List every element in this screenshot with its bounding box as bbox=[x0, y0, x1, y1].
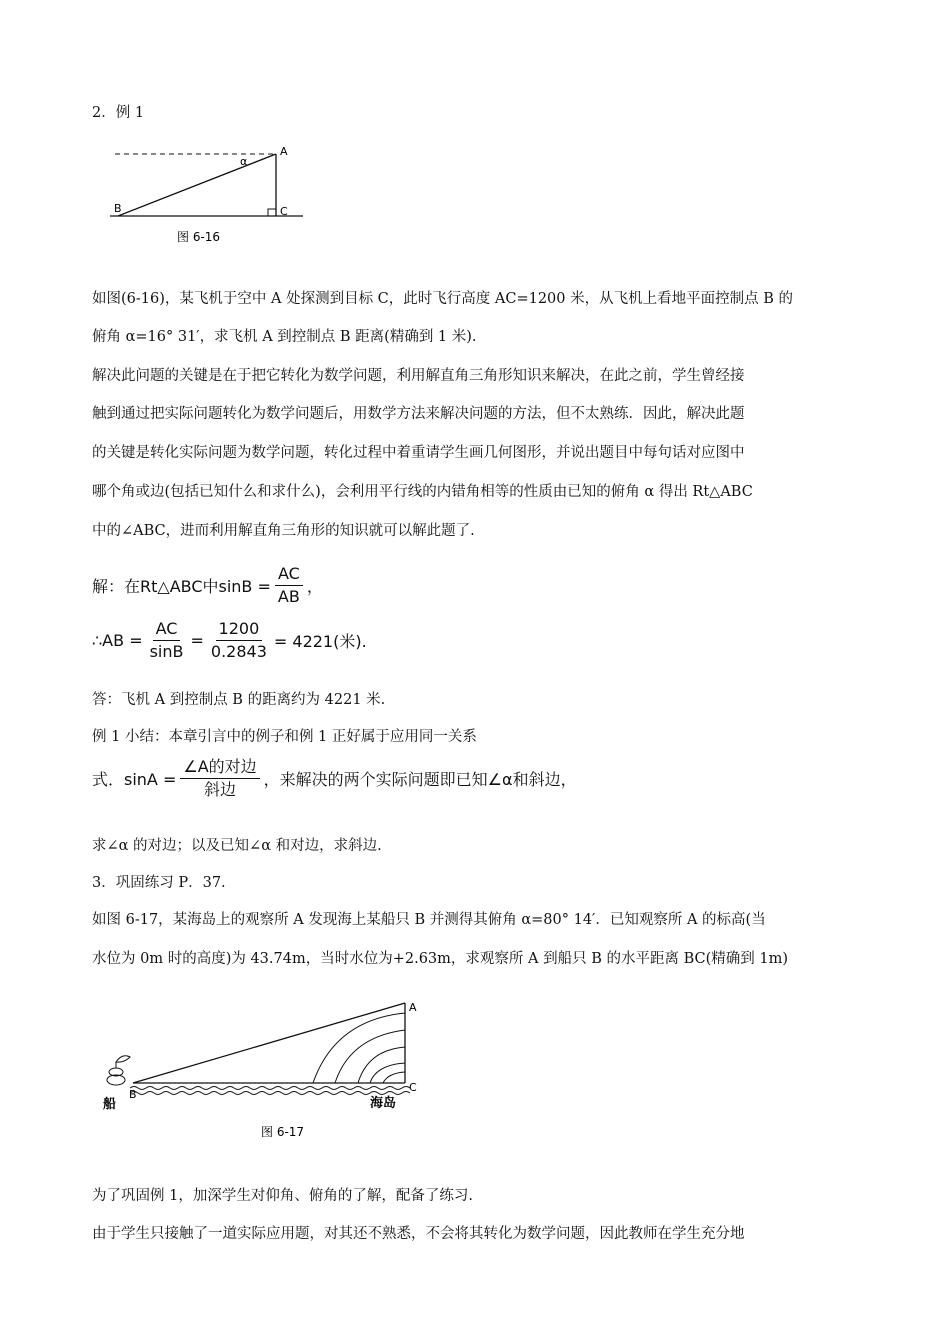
closing-line-1: 为了巩固例 1，加深学生对仰角、俯角的了解，配备了练习. bbox=[92, 1188, 473, 1204]
equals-sign: = bbox=[190, 631, 204, 650]
analysis-line-2: 触到通过把实际问题转化为数学问题后，用数学方法来解决问题的方法，但不太熟练．因此，解决此题 bbox=[92, 406, 745, 422]
summary-end-line: 求∠α 的对边；以及已知∠α 和对边，求斜边. bbox=[92, 838, 382, 854]
fraction-numerator: AC bbox=[275, 565, 303, 586]
figure-caption: 图 6-16 bbox=[177, 230, 221, 244]
figure-caption: 图 6-17 bbox=[261, 1125, 305, 1139]
fraction-denominator: 0.2843 bbox=[210, 642, 267, 661]
label-b: B bbox=[114, 202, 122, 215]
right-angle-mark bbox=[268, 209, 276, 216]
problem1-line1: 如图(6-16)，某飞机于空中 A 处探测到目标 C，此时飞行高度 AC=1200 米，从飞机上看地平面控制点 B 的 bbox=[92, 291, 793, 307]
section-heading-practice: 3．巩固练习 P．37. bbox=[92, 875, 226, 891]
fraction-ac-over-ab bbox=[275, 565, 303, 606]
label-c: C bbox=[409, 1081, 417, 1094]
fraction-1200-over-02843 bbox=[208, 620, 270, 661]
label-a: A bbox=[280, 145, 288, 158]
island-contour-2 bbox=[335, 1030, 405, 1083]
answer-line: 答：飞机 A 到控制点 B 的距离约为 4221 米. bbox=[92, 692, 386, 708]
formula-suffix: ，来解决的两个实际问题即已知∠α和斜边， bbox=[263, 770, 577, 789]
solution-prefix-2: ∴AB = bbox=[92, 631, 143, 650]
fraction-denominator: 斜边 bbox=[204, 780, 237, 799]
fraction-denominator: sinB bbox=[149, 642, 184, 661]
problem2-line2: 水位为 0m 时的高度)为 43.74m，当时水位为+2.63m，求观察所 A 到船只 B 的水平距离 BC(精确到 1m) bbox=[92, 951, 788, 967]
fraction-numerator: 1200 bbox=[216, 620, 263, 641]
water-wave-1 bbox=[130, 1087, 410, 1090]
solution-suffix-1: ， bbox=[306, 577, 323, 596]
fraction-denominator: AB bbox=[277, 587, 300, 606]
figure-6-17 bbox=[100, 995, 430, 1145]
island-contour-5 bbox=[383, 1072, 405, 1083]
fraction-numerator: ∠A的对边 bbox=[180, 758, 259, 779]
segment-ab bbox=[133, 1003, 405, 1083]
fraction-opposite-over-hypotenuse bbox=[180, 758, 259, 799]
closing-line-2: 由于学生只接触了一道实际应用题，对其还不熟悉，不会将其转化为数学问题，因此教师在学生充分地 bbox=[92, 1226, 745, 1242]
analysis-line-3: 的关键是转化实际问题为数学问题，转化过程中着重请学生画几何图形，并说出题目中每句话对应图中 bbox=[92, 445, 745, 461]
summary-line: 例 1 小结：本章引言中的例子和例 1 正好属于应用同一关系 bbox=[92, 729, 477, 745]
island-contour-3 bbox=[358, 1047, 405, 1083]
label-a: A bbox=[409, 1001, 417, 1014]
label-island: 海岛 bbox=[370, 1096, 397, 1111]
segment-ab bbox=[118, 154, 276, 216]
solution-result: = 4221(米). bbox=[273, 632, 367, 651]
fraction-ac-over-sinb bbox=[147, 620, 187, 661]
solution-prefix-1: 解：在Rt△ABC中sinB = bbox=[92, 577, 271, 596]
formula-prefix: 式．sinA = bbox=[92, 770, 177, 789]
ship-icon bbox=[107, 1056, 130, 1085]
fraction-numerator: AC bbox=[153, 620, 181, 641]
label-ship: 船 bbox=[103, 1097, 117, 1112]
label-c: C bbox=[280, 205, 288, 218]
section-heading-example1: 2．例 1 bbox=[92, 105, 145, 121]
solution-step-1 bbox=[92, 565, 323, 606]
summary-formula bbox=[92, 758, 577, 799]
problem2-line1: 如图 6-17，某海岛上的观察所 A 发现海上某船只 B 并测得其俯角 α=80° 14′．已知观察所 A 的标高(当 bbox=[92, 912, 766, 928]
label-alpha: α bbox=[240, 155, 248, 168]
problem1-line2: 俯角 α=16° 31′，求飞机 A 到控制点 B 距离(精确到 1 米). bbox=[92, 329, 477, 345]
analysis-line-4: 哪个角或边(包括已知什么和求什么)，会利用平行线的内错角相等的性质由已知的俯角 α 得出 Rt△ABC bbox=[92, 484, 753, 500]
figure-6-16 bbox=[110, 138, 310, 250]
water-wave-2 bbox=[130, 1092, 410, 1095]
analysis-line-1: 解决此问题的关键是在于把它转化为数学问题，利用解直角三角形知识来解决，在此之前，学生曾经接 bbox=[92, 368, 745, 384]
solution-step-2 bbox=[92, 620, 367, 661]
label-b: B bbox=[129, 1088, 137, 1101]
analysis-line-5: 中的∠ABC，进而利用解直角三角形的知识就可以解此题了. bbox=[92, 523, 475, 539]
